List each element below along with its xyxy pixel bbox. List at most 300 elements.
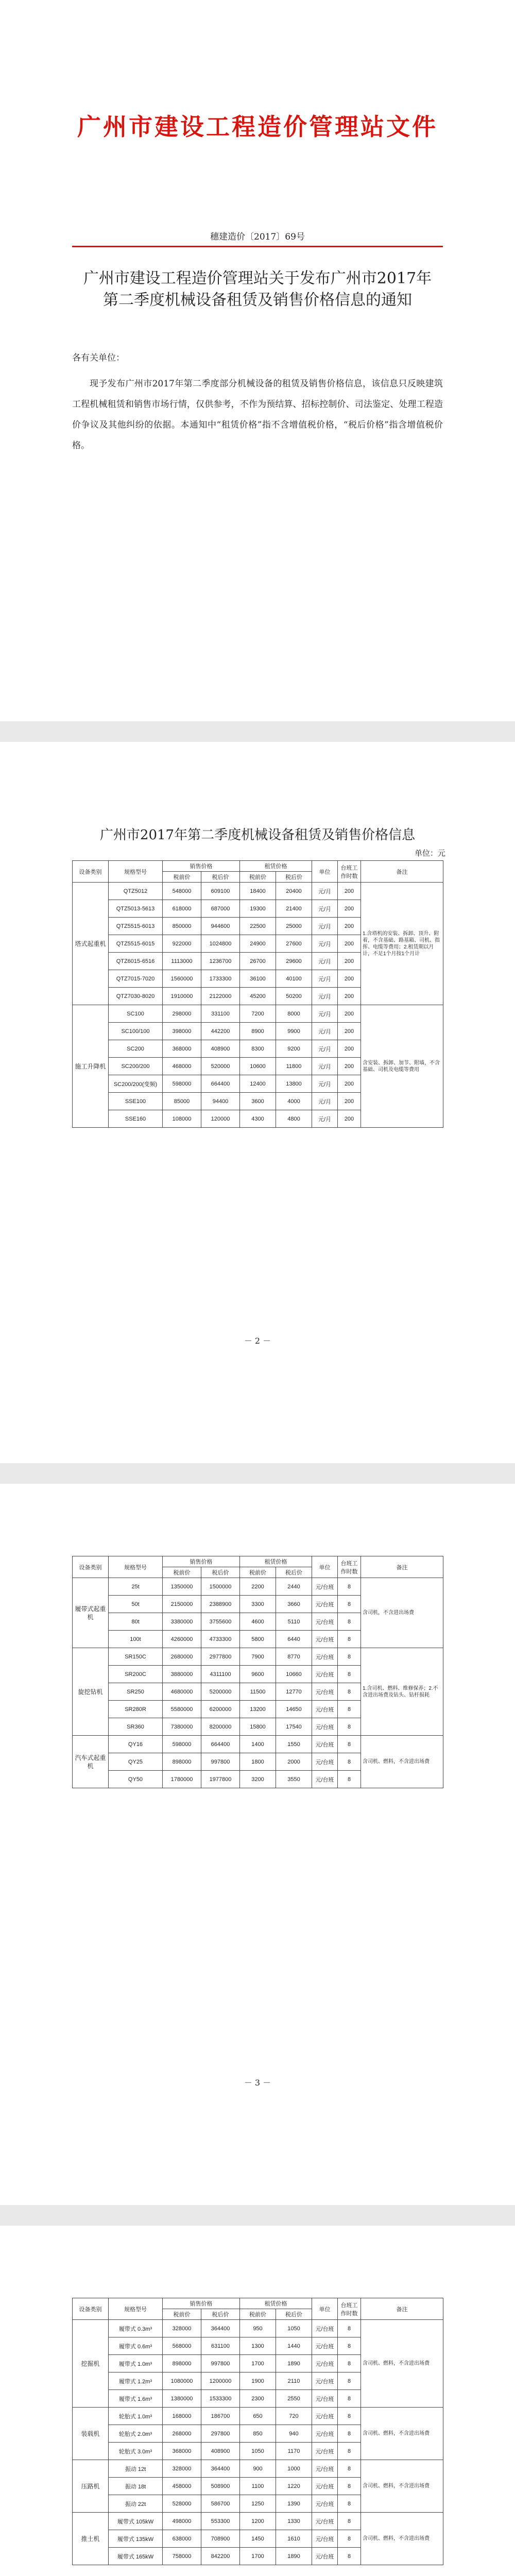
- header-rent: 租赁价格: [240, 2298, 312, 2309]
- sale-post-cell: 631100: [201, 2337, 240, 2355]
- hours-cell: 8: [338, 2548, 361, 2565]
- header-sale-pre: 税前价: [163, 872, 201, 883]
- rent-pre-cell: 1700: [240, 2548, 276, 2565]
- rent-pre-cell: 3200: [240, 1771, 276, 1788]
- model-cell: QY16: [109, 1736, 163, 1753]
- model-cell: 履带式 0.6m³: [109, 2337, 163, 2355]
- rent-pre-cell: 36100: [240, 970, 276, 988]
- category-cell: 塔式起重机: [73, 883, 109, 1005]
- model-cell: 履带式 165kW: [109, 2548, 163, 2565]
- sale-pre-cell: 168000: [163, 2408, 201, 2425]
- sale-pre-cell: 3880000: [163, 1666, 201, 1683]
- sale-pre-cell: 268000: [163, 2425, 201, 2443]
- header-rent-pre: 税前价: [240, 872, 276, 883]
- table-row: [73, 1736, 443, 1753]
- hours-cell: 200: [338, 1075, 361, 1093]
- addressee: 各有关单位：: [72, 353, 125, 363]
- hours-cell: 8: [338, 2460, 361, 2478]
- header-sale-pre: 税前价: [163, 1567, 201, 1578]
- unit-cell: 元/台班: [312, 2408, 338, 2425]
- rent-pre-cell: 3600: [240, 1093, 276, 1110]
- rent-post-cell: 1890: [276, 2548, 312, 2565]
- model-cell: SR150C: [109, 1648, 163, 1666]
- sale-post-cell: 1024800: [201, 935, 240, 953]
- model-cell: 振动 12t: [109, 2460, 163, 2478]
- rent-pre-cell: 13200: [240, 1701, 276, 1718]
- unit-cell: 元/月: [312, 1075, 338, 1093]
- unit-cell: 元/台班: [312, 2372, 338, 2390]
- sale-pre-cell: 458000: [163, 2478, 201, 2495]
- sale-post-cell: 2977800: [201, 1648, 240, 1666]
- model-cell: 履带式 135kW: [109, 2530, 163, 2548]
- unit-cell: 元/台班: [312, 1613, 338, 1631]
- rent-pre-cell: 1300: [240, 2337, 276, 2355]
- sale-pre-cell: 298000: [163, 1005, 201, 1023]
- unit-cell: 元/月: [312, 900, 338, 918]
- remark-cell: 1.含塔机的安装、拆卸、顶升、附着，不含基础、路基箱、司机、指挥、电缆等费用；2.租赁期以月计，不足1个月按1个月计: [361, 883, 443, 1005]
- sale-post-cell: 1236700: [201, 953, 240, 970]
- table-row: [73, 1648, 443, 1666]
- hours-cell: 200: [338, 900, 361, 918]
- sale-post-cell: 442200: [201, 1023, 240, 1040]
- unit-cell: 元/台班: [312, 1596, 338, 1613]
- category-cell: 施工升降机: [73, 1005, 109, 1128]
- rent-pre-cell: 650: [240, 2408, 276, 2425]
- model-cell: SSE100: [109, 1093, 163, 1110]
- price-table-page-2: [72, 1556, 443, 1788]
- category-cell: 挖掘机: [73, 2320, 109, 2408]
- model-cell: 履带式 105kW: [109, 2513, 163, 2530]
- header-sale-post: 税后价: [201, 872, 240, 883]
- rent-pre-cell: 9600: [240, 1666, 276, 1683]
- sale-pre-cell: 568000: [163, 2337, 201, 2355]
- rent-post-cell: 2110: [276, 2372, 312, 2390]
- rent-post-cell: 1610: [276, 2530, 312, 2548]
- sale-pre-cell: 1380000: [163, 2390, 201, 2408]
- unit-cell: 元/月: [312, 953, 338, 970]
- rent-pre-cell: 11500: [240, 1683, 276, 1701]
- rent-post-cell: 720: [276, 2408, 312, 2425]
- rent-post-cell: 5110: [276, 1613, 312, 1631]
- rent-pre-cell: 10600: [240, 1058, 276, 1075]
- model-cell: SSE160: [109, 1110, 163, 1128]
- unit-cell: 元/台班: [312, 2355, 338, 2372]
- rent-pre-cell: 4600: [240, 1613, 276, 1631]
- unit-cell: 元/台班: [312, 2337, 338, 2355]
- rent-post-cell: 2550: [276, 2390, 312, 2408]
- hours-cell: 8: [338, 2337, 361, 2355]
- unit-cell: 元/台班: [312, 1736, 338, 1753]
- sale-post-cell: 3755600: [201, 1613, 240, 1631]
- hours-cell: 8: [338, 2408, 361, 2425]
- hours-cell: 8: [338, 1736, 361, 1753]
- rent-pre-cell: 1400: [240, 1736, 276, 1753]
- unit-cell: 元/台班: [312, 1666, 338, 1683]
- hours-cell: 8: [338, 2530, 361, 2548]
- unit-cell: 元/台班: [312, 2478, 338, 2495]
- remark-cell: 含司机，不含进出场费: [361, 1578, 443, 1648]
- sale-pre-cell: 598000: [163, 1736, 201, 1753]
- model-cell: 轮胎式 1.0m³: [109, 2408, 163, 2425]
- rent-pre-cell: 1050: [240, 2443, 276, 2460]
- model-cell: 履带式 0.3m³: [109, 2320, 163, 2337]
- sale-post-cell: 1733300: [201, 970, 240, 988]
- unit-cell: 元/月: [312, 1040, 338, 1058]
- rent-pre-cell: 24900: [240, 935, 276, 953]
- hours-cell: 200: [338, 953, 361, 970]
- hours-cell: 200: [338, 883, 361, 900]
- rent-post-cell: 2000: [276, 1753, 312, 1771]
- remark-cell: 含司机、燃料，不含进出场费: [361, 1736, 443, 1788]
- hours-cell: 8: [338, 1613, 361, 1631]
- model-cell: 轮胎式 3.0m³: [109, 2443, 163, 2460]
- page-3: [0, 1484, 515, 2205]
- unit-cell: 元/台班: [312, 1683, 338, 1701]
- hours-cell: 8: [338, 1631, 361, 1648]
- unit-cell: 元/月: [312, 1005, 338, 1023]
- remark-cell: 1.含司机、燃料、维修保养；2.不含进出场费及钻头、钻杆损耗: [361, 1648, 443, 1736]
- sale-pre-cell: 398000: [163, 1023, 201, 1040]
- category-cell: 推土机: [73, 2513, 109, 2565]
- unit-cell: 元/月: [312, 1110, 338, 1128]
- rent-pre-cell: 7200: [240, 1005, 276, 1023]
- sale-pre-cell: 1560000: [163, 970, 201, 988]
- header-category: 设备类别: [73, 861, 109, 883]
- sale-post-cell: 6200000: [201, 1701, 240, 1718]
- model-cell: QTZ5515-6015: [109, 935, 163, 953]
- hours-cell: 8: [338, 2390, 361, 2408]
- model-cell: SC100/100: [109, 1023, 163, 1040]
- notice-body: 现予发布广州市2017年第二季度部分机械设备的租赁及销售价格信息，该信息只反映建筑工程机械租赁和销售市场行情，仅供参考，不作为预结算、招标控制价、司法鉴定、处理工程造价争议及其他纠纷的依据。本通知中“租赁价格”指不含增值税价格，“税后价格”指含增值税价格。: [72, 379, 443, 451]
- sale-pre-cell: 4260000: [163, 1631, 201, 1648]
- hours-cell: 200: [338, 1005, 361, 1023]
- hours-cell: 8: [338, 2478, 361, 2495]
- model-cell: QTZ7030-8020: [109, 988, 163, 1005]
- rent-pre-cell: 2300: [240, 2390, 276, 2408]
- model-cell: 振动 22t: [109, 2495, 163, 2513]
- hours-cell: 200: [338, 918, 361, 935]
- sale-post-cell: 664400: [201, 1075, 240, 1093]
- rent-post-cell: 1170: [276, 2443, 312, 2460]
- rent-pre-cell: 26700: [240, 953, 276, 970]
- hours-cell: 8: [338, 1666, 361, 1683]
- sale-post-cell: 1200000: [201, 2372, 240, 2390]
- header-rent: 租赁价格: [240, 1556, 312, 1567]
- sale-pre-cell: 4680000: [163, 1683, 201, 1701]
- model-cell: 80t: [109, 1613, 163, 1631]
- rent-post-cell: 8770: [276, 1648, 312, 1666]
- sale-post-cell: 553300: [201, 2513, 240, 2530]
- header-remark: 备注: [361, 1556, 443, 1578]
- page-1: [0, 0, 515, 721]
- hours-cell: 8: [338, 1718, 361, 1736]
- unit-cell: 元/台班: [312, 1631, 338, 1648]
- remark-cell: 含司机、燃料，不含进出场费: [361, 2460, 443, 2513]
- model-cell: 履带式 1.2m³: [109, 2372, 163, 2390]
- sale-post-cell: 5200000: [201, 1683, 240, 1701]
- unit-cell: 元/月: [312, 935, 338, 953]
- model-cell: 履带式 1.0m³: [109, 2355, 163, 2372]
- header-unit: 单位: [312, 861, 338, 883]
- rent-post-cell: 12770: [276, 1683, 312, 1701]
- hours-cell: 8: [338, 2355, 361, 2372]
- hours-cell: 8: [338, 2443, 361, 2460]
- model-cell: SC200: [109, 1040, 163, 1058]
- remark-cell: 含司机、燃料，不含进出场费: [361, 2320, 443, 2408]
- price-table-page-1: [72, 860, 443, 1128]
- sale-pre-cell: 528000: [163, 2495, 201, 2513]
- header-rent-pre: 税前价: [240, 2309, 276, 2320]
- hours-cell: 8: [338, 1683, 361, 1701]
- sale-post-cell: 1533300: [201, 2390, 240, 2408]
- rent-post-cell: 4000: [276, 1093, 312, 1110]
- model-cell: SR360: [109, 1718, 163, 1736]
- rent-pre-cell: 1200: [240, 2513, 276, 2530]
- sale-pre-cell: 618000: [163, 900, 201, 918]
- table-row: [73, 2513, 443, 2530]
- unit-cell: 元/台班: [312, 1648, 338, 1666]
- unit-cell: 元/台班: [312, 2548, 338, 2565]
- hours-cell: 8: [338, 2425, 361, 2443]
- model-cell: 100t: [109, 1631, 163, 1648]
- unit-cell: 元/月: [312, 1093, 338, 1110]
- model-cell: 轮胎式 2.0m³: [109, 2425, 163, 2443]
- hours-cell: 200: [338, 1058, 361, 1075]
- rent-post-cell: 1000: [276, 2460, 312, 2478]
- unit-cell: 元/月: [312, 988, 338, 1005]
- unit-cell: 元/月: [312, 883, 338, 900]
- sale-pre-cell: 850000: [163, 918, 201, 935]
- rent-pre-cell: 1100: [240, 2478, 276, 2495]
- rent-post-cell: 50200: [276, 988, 312, 1005]
- sale-post-cell: 8200000: [201, 1718, 240, 1736]
- rent-post-cell: 2440: [276, 1578, 312, 1596]
- sale-post-cell: 408900: [201, 1040, 240, 1058]
- unit-cell: 元/月: [312, 1023, 338, 1040]
- sale-post-cell: 520000: [201, 1058, 240, 1075]
- unit-cell: 元/台班: [312, 1701, 338, 1718]
- model-cell: SR280R: [109, 1701, 163, 1718]
- page-number: － 3 －: [244, 2078, 271, 2088]
- model-cell: SR250: [109, 1683, 163, 1701]
- sale-pre-cell: 2680000: [163, 1648, 201, 1666]
- hours-cell: 8: [338, 2372, 361, 2390]
- hours-cell: 200: [338, 1040, 361, 1058]
- model-cell: SC200/200(变频): [109, 1075, 163, 1093]
- sale-pre-cell: 108000: [163, 1110, 201, 1128]
- rent-post-cell: 3660: [276, 1596, 312, 1613]
- rent-pre-cell: 8900: [240, 1023, 276, 1040]
- header-remark: 备注: [361, 861, 443, 883]
- unit-cell: 元/台班: [312, 2443, 338, 2460]
- table-row: [73, 2320, 443, 2337]
- header-rent-post: 税后价: [276, 2309, 312, 2320]
- header-sale-pre: 税前价: [163, 2309, 201, 2320]
- model-cell: 25t: [109, 1578, 163, 1596]
- sale-post-cell: 609100: [201, 883, 240, 900]
- red-divider: [72, 246, 443, 247]
- sale-pre-cell: 2150000: [163, 1596, 201, 1613]
- header-rent: 租赁价格: [240, 861, 312, 872]
- sale-pre-cell: 598000: [163, 1075, 201, 1093]
- model-cell: SC200/200: [109, 1058, 163, 1075]
- rent-pre-cell: 12400: [240, 1075, 276, 1093]
- rent-post-cell: 13800: [276, 1075, 312, 1093]
- rent-pre-cell: 900: [240, 2460, 276, 2478]
- hours-cell: 8: [338, 1578, 361, 1596]
- rent-pre-cell: 850: [240, 2425, 276, 2443]
- rent-pre-cell: 1700: [240, 2355, 276, 2372]
- model-cell: QY50: [109, 1771, 163, 1788]
- hours-cell: 8: [338, 1753, 361, 1771]
- model-cell: SC100: [109, 1005, 163, 1023]
- rent-post-cell: 1330: [276, 2513, 312, 2530]
- header-unit: 单位: [312, 2298, 338, 2320]
- header-hours: 台班工作时数: [338, 1556, 361, 1578]
- header-sale-post: 税后价: [201, 1567, 240, 1578]
- sale-post-cell: 997800: [201, 1753, 240, 1771]
- model-cell: QTZ6015-6516: [109, 953, 163, 970]
- rent-post-cell: 4800: [276, 1110, 312, 1128]
- model-cell: QY25: [109, 1753, 163, 1771]
- sale-post-cell: 331100: [201, 1005, 240, 1023]
- sale-pre-cell: 922000: [163, 935, 201, 953]
- header-category: 设备类别: [73, 1556, 109, 1578]
- doc-number: 穗建造价〔2017〕69号: [210, 232, 305, 242]
- rent-post-cell: 1440: [276, 2337, 312, 2355]
- sale-pre-cell: 898000: [163, 1753, 201, 1771]
- sale-post-cell: 1500000: [201, 1578, 240, 1596]
- rent-pre-cell: 3300: [240, 1596, 276, 1613]
- rent-pre-cell: 22500: [240, 918, 276, 935]
- category-cell: 压路机: [73, 2460, 109, 2513]
- unit-cell: 元/台班: [312, 2530, 338, 2548]
- header-sale: 销售价格: [163, 861, 240, 872]
- unit-cell: 元/台班: [312, 1718, 338, 1736]
- rent-pre-cell: 1250: [240, 2495, 276, 2513]
- sale-pre-cell: 498000: [163, 2513, 201, 2530]
- rent-pre-cell: 1800: [240, 1753, 276, 1771]
- category-cell: 汽车式起重机: [73, 1736, 109, 1788]
- rent-post-cell: 8000: [276, 1005, 312, 1023]
- page-4: [0, 2226, 515, 2576]
- rent-post-cell: 40100: [276, 970, 312, 988]
- rent-pre-cell: 1450: [240, 2530, 276, 2548]
- hours-cell: 8: [338, 2320, 361, 2337]
- remark-cell: 含安装、拆卸、加节、附墙，不含基础、司机及电缆等费用: [361, 1005, 443, 1128]
- header-model: 规格型号: [109, 2298, 163, 2320]
- unit-cell: 元/月: [312, 970, 338, 988]
- model-cell: QTZ5012: [109, 883, 163, 900]
- header-model: 规格型号: [109, 861, 163, 883]
- remark-cell: 含司机、燃料，不含进出场费: [361, 2513, 443, 2565]
- page-separator: [0, 2205, 515, 2226]
- sale-pre-cell: 548000: [163, 883, 201, 900]
- page-2: [0, 742, 515, 1463]
- sale-pre-cell: 85000: [163, 1093, 201, 1110]
- header-rent-post: 税后价: [276, 872, 312, 883]
- category-cell: 旋挖钻机: [73, 1648, 109, 1736]
- rent-post-cell: 1220: [276, 2478, 312, 2495]
- page-separator: [0, 721, 515, 742]
- rent-pre-cell: 8300: [240, 1040, 276, 1058]
- table-row: [73, 1578, 443, 1596]
- sale-post-cell: 297800: [201, 2425, 240, 2443]
- header-remark: 备注: [361, 2298, 443, 2320]
- rent-pre-cell: 19300: [240, 900, 276, 918]
- rent-post-cell: 25000: [276, 918, 312, 935]
- rent-post-cell: 20400: [276, 883, 312, 900]
- table-row: [73, 2460, 443, 2478]
- category-cell: 履带式起重机: [73, 1578, 109, 1648]
- sale-pre-cell: 328000: [163, 2320, 201, 2337]
- model-cell: SR200C: [109, 1666, 163, 1683]
- page-separator: [0, 1463, 515, 1484]
- rent-pre-cell: 18400: [240, 883, 276, 900]
- remark-cell: 含司机、燃料，不含进出场费: [361, 2408, 443, 2460]
- rent-post-cell: 10660: [276, 1666, 312, 1683]
- rent-post-cell: 1550: [276, 1736, 312, 1753]
- header-unit: 单位: [312, 1556, 338, 1578]
- sale-post-cell: 687000: [201, 900, 240, 918]
- hours-cell: 8: [338, 1701, 361, 1718]
- unit-cell: 元/台班: [312, 2390, 338, 2408]
- sale-pre-cell: 368000: [163, 2443, 201, 2460]
- hours-cell: 200: [338, 1110, 361, 1128]
- rent-post-cell: 17540: [276, 1718, 312, 1736]
- hours-cell: 8: [338, 1648, 361, 1666]
- notice-title: 广州市建设工程造价管理站关于发布广州市2017年第二季度机械设备租赁及销售价格信息的通知: [83, 269, 432, 309]
- rent-pre-cell: 1900: [240, 2372, 276, 2390]
- unit-cell: 元/台班: [312, 1753, 338, 1771]
- rent-post-cell: 3550: [276, 1771, 312, 1788]
- sale-post-cell: 664400: [201, 1736, 240, 1753]
- hours-cell: 200: [338, 1093, 361, 1110]
- sale-post-cell: 364400: [201, 2320, 240, 2337]
- header-model: 规格型号: [109, 1556, 163, 1578]
- sale-pre-cell: 898000: [163, 2355, 201, 2372]
- hours-cell: 200: [338, 1023, 361, 1040]
- header-sale: 销售价格: [163, 2298, 240, 2309]
- header-rent-pre: 税前价: [240, 1567, 276, 1578]
- hours-cell: 8: [338, 2513, 361, 2530]
- unit-cell: 元/台班: [312, 1578, 338, 1596]
- rent-post-cell: 21400: [276, 900, 312, 918]
- rent-post-cell: 940: [276, 2425, 312, 2443]
- unit-cell: 元/台班: [312, 2460, 338, 2478]
- unit-cell: 元/月: [312, 1058, 338, 1075]
- sale-post-cell: 4311100: [201, 1666, 240, 1683]
- sale-pre-cell: 638000: [163, 2530, 201, 2548]
- rent-pre-cell: 950: [240, 2320, 276, 2337]
- header-hours: 台班工作时数: [338, 2298, 361, 2320]
- sale-post-cell: 408900: [201, 2443, 240, 2460]
- rent-post-cell: 1050: [276, 2320, 312, 2337]
- header-category: 设备类别: [73, 2298, 109, 2320]
- sale-post-cell: 364400: [201, 2460, 240, 2478]
- rent-post-cell: 1390: [276, 2495, 312, 2513]
- sale-pre-cell: 3380000: [163, 1613, 201, 1631]
- model-cell: QTZ5013-5613: [109, 900, 163, 918]
- letterhead: 广州市建设工程造价管理站文件: [77, 113, 438, 141]
- hours-cell: 8: [338, 1771, 361, 1788]
- sale-pre-cell: 1780000: [163, 1771, 201, 1788]
- rent-pre-cell: 7900: [240, 1648, 276, 1666]
- hours-cell: 8: [338, 1596, 361, 1613]
- hours-cell: 200: [338, 935, 361, 953]
- sale-post-cell: 842200: [201, 2548, 240, 2565]
- sale-post-cell: 120000: [201, 1110, 240, 1128]
